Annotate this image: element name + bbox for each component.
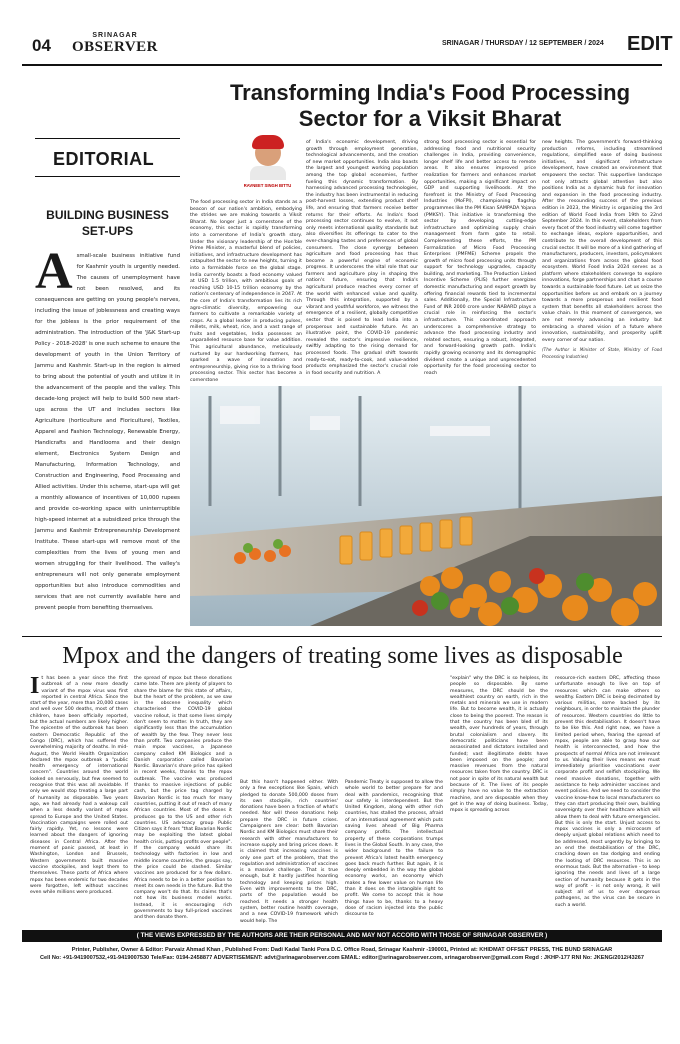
editorial-body (35, 243, 180, 614)
imprint-line-2: Cell No: +91-9419007532,+91-9419007530 Tele/Fax: 0194-2458877 ADVERTISEMENT: advt@srinagarobserver.com EMAIL: editor@srinagarobserver.com, srinagarobserver@gmail.com Regd : JKHP-177 RNI No: JKENG/2012/43267 (40, 955, 644, 961)
feature-column-1 (190, 200, 302, 382)
logo-name: OBSERVER (72, 39, 158, 55)
imprint (22, 946, 662, 962)
mpox-col2-text: the spread of mpox but these donations came late. There are plenty of players to share the blame for this state of affairs, but the heart of the problem, as we saw in the obscene inequality which characterised the COVID-19 global vaccine rollout, is that some lives simply don't seem to matter. In truth, they are significantly less than the accumulation of wealth by the few. They never less than profit. Two companies produce the main mpox vaccines, a Japanese company called KM Biologics and a Danish corporation called Bavarian Nordic. Bavarian's share price has spiked in recent weeks, thanks to the mpox outbreak. The vaccine was produced thanks to massive injections of public cash, but the price tag charged by Bavarian Nordic is too much for many countries, putting it out of reach of many African countries. Most of the doses it produces go to the US and other rich countries. US advocacy group Public Citizen says it fears "that Bavarian Nordic may be exploiting the latest global health crisis, putting profits over people". If the company would share its technology with factories in low and middle income countries, the groups say, the price could be slashed. Similar vaccines are produced for a few dollars. Africa needs to be in a better position to meet its own needs in the future. But the company won't do that. Its claims that's not how its business model works. Instead, it is encouraging rich governments to buy full-priced vaccines and then donate them. (134, 676, 232, 921)
logo-small: SRINAGAR (92, 32, 138, 39)
author-note: (The Author is Minister of State, Ministry of Food Processing Industries) (542, 347, 662, 359)
masthead-rule (22, 64, 662, 66)
mpox-col3-text: But this hasn't happened either. With only a few exceptions like Spain, which pledged to donate 500,000 doses from its own stockpile, rich countries' donations have been a fraction of what's needed. Nor will these donations help prepare the DRC in future crises. Campaigners are clear: both Bavarian Nordic and KM Biologics must share their research with other manufacturers to increase supply and bring prices down. It is claimed that increasing vaccines is only one part of the problem, that the regulation and administration of vaccines is a massive challenge. That is true enough, but it hardly justifies hoarding technology and keeping prices high. Even with improvements to the DRC, parts of the population would be reached. It needs a stronger health system, better routine health coverage, and a new COVID-19 framework which would help. The (240, 780, 338, 924)
imprint-line-1: Printer, Publisher, Owner & Editor: Parvaiz Ahmad Khan , Published From: Dadi Kadal Tanki Pora D.C. Office Road, Srinagar Kashmir -190001, Printed at: KHIDMAT OFFSET PRESS, THE BUND SRINAGAR (71, 947, 613, 953)
editorial-text: small-scale business initiative fund for Kashmir youth is urgently needed. The causes of unemployment have not been resolved, and its consequences are getting on young people's nerves, including the issue of joblessness and creating ways for the jobless is the prior requirement of the administration. The introduction of the 'J&K Start-up Policy - 2018-2028' is one such scheme to ensure the development of youth in the Union Territory of Jammu and Kashmir. Start-up in the region is aimed to bring about the potential of youth and utilize it in the advancement of the people and the valley. This decade-long project will help to build 500 new start-ups across the UT and includes sectors like Agriculture (horticulture and Floriculture), Textiles, Apparel and Fashion Technology, Renewable Energy, Handicrafts and Handlooms and their design element, Electronics System Design and Manufacturing, Information Technology, and Construction and Engineering, Food Processing and Allied activities. Under this scheme, start-ups will get a monthly allowance of incentives of 10,000 rupees and provide co-working space with uninterruptible high-speed internet at a subsidized price through the Jammu and Kashmir Entrepreneurship Development Institute. These start-ups will remove most of the complexities from the lives of young men and women struggling for their livelihood. The valley's entrepreneurs will not only generate employment opportunities but also introduce commodities and services that are not currently available here and prevent people from benefiting themselves. (35, 253, 180, 612)
mpox-column-2 (134, 676, 232, 921)
mpox-column-5 (450, 676, 548, 906)
mpox-column-1 (30, 673, 128, 906)
mpox-drop-cap: I (30, 673, 40, 699)
editorial-tag: EDITORIAL (35, 138, 180, 177)
mpox-col1-text: t has been a year since the first outbreak of a new more deadly variant of the mpox virus was first reported in central Africa. Since the start of the year, more than 20,000 cases and well over 500 deaths, most of them children, have been officially reported, but the actual numbers are likely higher. The epicentre of the outbreak has been eastern Democratic Republic of the Congo (DRC), which has suffered the overwhelming majority of deaths. In mid-August, the World Health Organization declared the mpox outbreak a "public health emergency of international concern". Countries around the world looked on nervously, but few seemed to recognise that this was all avoidable. If only we would stop treating a large part of humanity as disposable. Two years ago, we had already had a wakeup call when a less deadly variant of mpox spread to Europe and the United States. Vaccination campaigns were rolled out fairly rapidly. Yet, no lessons were learned about the dangers of ignoring diseases in Central Africa. After the moment of panic passed, at least in Washington, London and Brussels, Western governments built massive vaccine stockpiles, and kept them to themselves. These parts of Africa where mpox has been endemic for two decades were forgotten, left without vaccines even while millions were produced. (30, 676, 128, 896)
mpox-col6-text: resource-rich eastern DRC, affecting those unfortunate enough to live on top of resources which can make others so wealthy. Eastern DRC is being decimated by various militias, some backed by its neighbours, in order to maintain the plunder of resources. Western countries do little to prevent this destabilisation. It doesn't have to be like this. And right now, we have a limited period when, fearing the spread of mpox, people are able to grasp how our health is interconnected, and how the prospects of normal Africa are not irrelevant to us. Valuing their lives means we must immediately prioritise vaccinations over corporate profit and selfish stockpiling. We need massive donations, together with assistance to help administer vaccines and event policies. And we need to consider the vaccine know-how to local manufacturers so they can start producing their own, building sovereignty over their healthcare which will allow them to deal with future emergencies. But this is only the start. Unjust access to mpox vaccines is only a microcosm of deeply unjust global relations which need to be addressed, most urgently by bringing to an end the destabilisation of the DRC, cracking down on tax dodging and ending the looting of DRC resources. This is an enormous task. But the alternative - to keep ignoring the needs and lives of a large section of humanity because it gets in the way of profit - is not only wrong, it will subject all of us to ever dangerous pathogens, as the virus can be secure in such a world. (555, 676, 660, 908)
feature-column-3 (424, 140, 536, 382)
factory-illustration (190, 386, 662, 626)
section-label: EDIT (627, 33, 673, 55)
mpox-column-4 (345, 780, 443, 918)
author-photo (240, 140, 295, 200)
dateline: SRINAGAR / THURSDAY / 12 SEPTEMBER / 2024 (442, 40, 604, 47)
section-divider (22, 636, 662, 637)
feature-col3-text: strong food processing sector is essential for addressing food and nutritional security challenges in India, providing convenience, longer shelf life and better access to remote areas. It also ensures improved price realization for farmers and enhances market opportunities, making a significant impact on GDP and supporting livelihoods. At the forefront is the Ministry of Food Processing Industries (MoFPI), championing flagship programmes like the PM Kisan SAMPADA Yojana (PMKSY). This initiative is transforming the sector by developing cutting-edge infrastructure and optimizing supply chain management from farm gate to retail. Complementing these efforts, the PM Formalization of Micro Food Processing Enterprises (PMFME) Scheme propels the growth of micro food processing units through support for technology upgrades, capacity building, and marketing. The Production Linked Incentive Scheme (PLIS) further energizes domestic manufacturing and export growth by offering financial rewards tied to incremental sales. Additionally, the Special Infrastructure Fund of INR 2000 crore under NABARD plays a crucial role in reinforcing the sector's infrastructure. This coordinated approach underscores a comprehensive strategy to advance the food processing industry and related sectors, ensuring a robust, integrated, and forward-looking growth path. India's rapidly growing economy and its demographic dividend create a unique and unprecedented opportunity for the food processing sector to reach (424, 140, 537, 376)
editorial-title: BUILDING BUSINESS SET-UPS (46, 208, 169, 239)
author-face (255, 140, 281, 166)
feature-column-2 (306, 140, 418, 382)
paper-logo (70, 32, 160, 56)
editorial-drop-cap: A (35, 243, 73, 301)
feature-col4-text: new heights. The government's forward-thinking production reforms, including streamlined regulations, simplified ease of doing business initiatives, and significant infrastructure development, have created an environment that empowers the sector. This supportive landscape not only attracts global attention but also positions India as a dynamic hub for innovation and expansion in the food processing industry. After the resounding success of the previous edition in 2023, the Ministry is organizing the 3rd edition of World Food India from 19th to 22nd September 2024. In this event, stakeholders from every facet of the food industry will come together to exchange ideas, explore opportunities, and contribute to the overall development of this crucial sector. It will be more of a kind gathering of manufacturers, producers, investors, policymakers and organizations from across the global food ecosystem. World Food India 2024 serves as a platform where stakeholders converge to explore innovations, forge partnerships and chart a course towards a sustainable food future. Let us seize the opportunities before us and embark on a journey towards a more prosperous and resilient food system that benefits all stakeholders across the value chain. In this moment of convergence, we are not merely advancing an industry but embracing a shared vision of a future where innovation, sustainability, and prosperity uplift every corner of our nation. (542, 140, 662, 343)
mpox-column-3 (240, 780, 338, 924)
mpox-col4-text: Pandemic Treaty is supposed to allow the whole world to better prepare for and deal with pandemics, recognising that our safety is interdependent. But the United Kingdom, along with other rich countries, has stalled the process, afraid of an international agreement which puts saving lives ahead of Big Pharma company profits. The intellectual property of these corporations trumps lives in the Global South. In any case, the wider background to the failure to prevent Africa's latest health emergency goes back much further. But again, it is deeply embedded in the way the global economy works, an economy which makes a few lower value on human life than it does on the intangible right to profit. We come to accept this is how things have to be, thanks to a heavy dose of racism injected into the public discourse to (345, 780, 443, 918)
mpox-headline: Mpox and the dangers of treating some lives as disposable (62, 643, 623, 669)
feature-col1-text: The food processing sector in India stands as a beacon of our nation's ambition, embodying the strides we are making towards a Viksit Bharat. No longer just a cornerstone of the economy, this sector is rapidly transforming into a cornerstone of India's growth story. Under the visionary leadership of the Hon'ble Prime Minister, a masterful blend of policies, initiatives, and infrastructure development has catapulted the sector to new heights, turning it into a formidable force on the global stage. India currently boasts a food economy valued at USD 1.5 trillion, with ambitious goals of reaching USD 10-15 trillion economy by the nation's centenary of independence in 2047. At the core of India's transformation lies its rich agro-climatic diversity, empowering our farmers to cultivate a remarkable variety of crops. As a global leader in producing pulses, millets, milk, wheat, rice, and a vast range of fruits and vegetables, India possesses an unparalleled resource base for value addition. This agricultural abundance, meticulously nurtured by our hardworking farmers, has sparked a wave of innovation and entrepreneurship, giving rise to a thriving food processing sector. This sector has become a cornerstone (190, 200, 302, 384)
author-name: RAVNEET SINGH BITTU (243, 183, 292, 188)
feature-col2-text: of India's economic development, driving growth through employment generation, technological advancements, and the creation of new market opportunities. India also boasts the largest and youngest working population among the top global economies, further fueling this dynamic transformation. By harnessing advanced processing technologies, the industry has been instrumental in reducing post-harvest losses, extending product shelf life, and ensuring that farmers receive better returns for their efforts. As India's food processing sector continues to evolve, it not only meets international quality standards but also diversifies its offerings to cater to the ever-changing tastes and preferences of global consumers. The close synergy between agriculture and food processing has thus become a powerful engine of economic progress. It underscores the vital role that our farmers and agriculture play in shaping the nation's future, ensuring that India's agricultural produce reaches every corner of the world with enhanced value and quality. Through this integration, supported by a vibrant and youthful workforce, we witness the emergence of a resilient, globally competitive sector that is poised to lead India into a prosperous and sustainable future. As an illustrative point, the COVID-19 pandemic revealed the sector's impressive resilience, swiftly adapting to the rising demand for processed foods. The gradual shift towards ready-to-eat, ready-to-cook, and value-added products emphasized the sector's crucial role in food security and nutrition. A (306, 140, 418, 376)
page-number: 04 (32, 36, 51, 55)
masthead (22, 30, 673, 62)
author-turban (252, 135, 284, 149)
author-shoulders (250, 166, 286, 180)
feature-column-4 (542, 140, 662, 382)
disclaimer-bar: ( THE VIEWS EXPRESSED BY THE AUTHORS ARE THEIR PERSONAL AND MAY NOT ACCORD WITH THOSE OF SRINAGAR OBSERVER ) (22, 930, 662, 942)
mpox-col5-text: "explain" why the DRC is so helpless, its people so disposable. By some measures, the DRC should be the wealthiest country on earth, rich in the metals and minerals we use in modern life. But to become wealth, it is actually close to being the poorest. The reason is that the country has been bled of its wealth, over hundreds of years, through brutal colonialism and slavery. Its democratic politicians have been assassinated and dictators installed and funded; vast illegitimate debts have been imposed on the people; and massive revenues from the natural resources taken from the country. DRC is not poor in spite of its natural wealth but because of it. The lives of its people simply have no value to the extraction machine, and are disposable when they get in the way of doing business. Today, mpox is spreading across (450, 676, 548, 814)
food-processing-photo (190, 386, 662, 626)
feature-headline: Transforming India's Food Processing Sector for a Viksit Bharat (229, 80, 631, 132)
mpox-column-6 (555, 676, 660, 906)
